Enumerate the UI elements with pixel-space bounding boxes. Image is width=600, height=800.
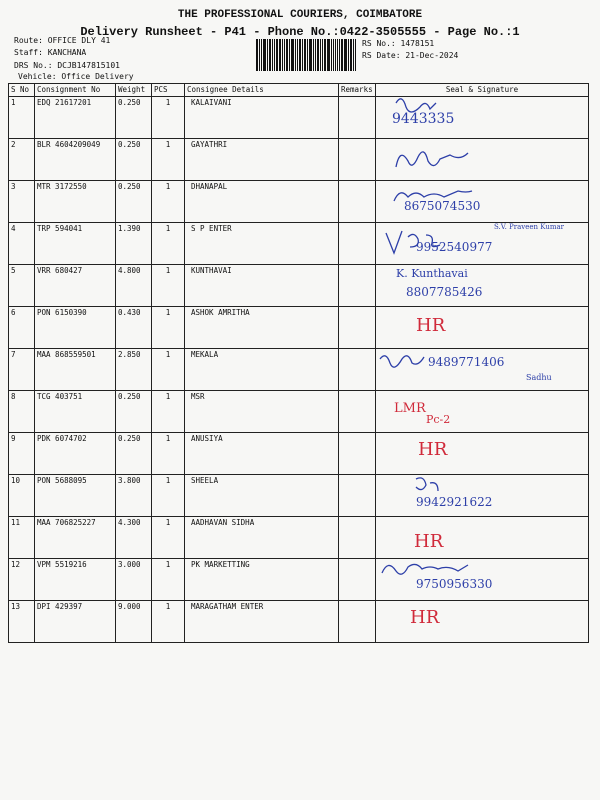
handwritten-remark: HR [418,439,448,460]
route-info: Route: OFFICE DLY 41 [14,36,111,45]
barcode-bar [267,39,268,71]
cell-remarks [339,349,376,391]
cell-remarks [339,517,376,559]
handwritten-name: Pc-2 [426,413,451,426]
cell-seal-signature [376,265,589,307]
barcode-bar [322,39,323,71]
runsheet-title: Delivery Runsheet - P41 - Phone No.:0422-3505555 - Page No.:1 [80,25,520,39]
table-row [9,349,589,391]
header-seal-signature: Seal & Signature [376,84,589,97]
table-row [9,223,589,265]
table-row [9,139,589,181]
cell-consignment-no: MTR 3172550 [35,181,116,223]
cell-pcs: 1 [152,265,185,307]
cell-seal-signature [376,559,589,601]
cell-remarks [339,433,376,475]
barcode-bar [335,39,336,71]
header-sno: S No [9,84,35,97]
header-consignment: Consignment No [35,84,116,97]
barcode-bar [297,39,298,71]
cell-remarks [339,475,376,517]
table-row [9,181,589,223]
cell-remarks [339,223,376,265]
header-weight: Weight [116,84,152,97]
cell-weight: 0.250 [116,97,152,139]
barcode-bar [313,39,314,71]
header-remarks: Remarks [339,84,376,97]
handwritten-phone: 9942921622 [416,495,493,509]
barcode-bar [309,39,312,71]
cell-consignment-no: BLR 4604209049 [35,139,116,181]
handwritten-phone: 9750956330 [416,577,493,591]
cell-remarks [339,139,376,181]
cell-consignee: AADHAVAN SIDHA [185,517,339,559]
handwritten-phone: 8807785426 [406,285,483,299]
barcode-bar [348,39,349,71]
handwritten-phone: 8675074530 [404,199,481,213]
cell-sno: 10 [9,475,35,517]
barcode-bar [276,39,278,71]
table-row [9,307,589,349]
cell-seal-signature [376,517,589,559]
handwritten-phone: 9952540977 [416,240,493,254]
cell-consignment-no: TRP 594041 [35,223,116,265]
cell-pcs: 1 [152,139,185,181]
barcode-bar [350,39,352,71]
handwritten-remark: HR [416,315,446,336]
cell-seal-signature [376,349,589,391]
barcode-bar [324,39,326,71]
barcode-bar [269,39,271,71]
cell-consignment-no: EDQ 21617201 [35,97,116,139]
cell-pcs: 1 [152,307,185,349]
cell-sno: 11 [9,517,35,559]
table-header-row [9,84,589,97]
cell-pcs: 1 [152,559,185,601]
cell-sno: 7 [9,349,35,391]
barcode-bar [339,39,340,71]
barcode-bar [256,39,258,71]
barcode-bar [353,39,354,71]
table-row [9,433,589,475]
barcode-bar [317,39,319,71]
barcode-bar [320,39,321,71]
cell-weight: 4.300 [116,517,152,559]
cell-consignee: S P ENTER [185,223,339,265]
cell-sno: 8 [9,391,35,433]
cell-pcs: 1 [152,433,185,475]
cell-consignee: PK MARKETTING [185,559,339,601]
cell-sno: 6 [9,307,35,349]
cell-pcs: 1 [152,517,185,559]
header-pcs: PCS [152,84,185,97]
cell-weight: 1.390 [116,223,152,265]
cell-consignee: MARAGATHAM ENTER [185,601,339,643]
cell-seal-signature [376,601,589,643]
handwritten-name: S.V. Praveen Kumar [494,223,564,231]
barcode-bar [341,39,343,71]
table-row [9,517,589,559]
rs-number: RS No.: 1478151 [362,39,435,48]
cell-consignment-no: VPM 5519216 [35,559,116,601]
cell-pcs: 1 [152,601,185,643]
cell-seal-signature [376,223,589,265]
cell-pcs: 1 [152,349,185,391]
cell-consignment-no: MAA 706825227 [35,517,116,559]
cell-seal-signature [376,97,589,139]
cell-weight: 0.250 [116,139,152,181]
barcode [256,39,356,71]
cell-remarks [339,559,376,601]
cell-seal-signature [376,307,589,349]
company-title: THE PROFESSIONAL COURIERS, COIMBATORE [177,9,423,21]
cell-remarks [339,97,376,139]
cell-sno: 12 [9,559,35,601]
cell-weight: 2.850 [116,349,152,391]
cell-consignment-no: VRR 680427 [35,265,116,307]
barcode-bar [263,39,266,71]
cell-consignment-no: PDK 6074702 [35,433,116,475]
cell-seal-signature [376,433,589,475]
cell-consignee: ASHOK AMRITHA [185,307,339,349]
barcode-bar [304,39,306,71]
cell-seal-signature [376,391,589,433]
cell-pcs: 1 [152,181,185,223]
header-consignee: Consignee Details [185,84,339,97]
cell-sno: 13 [9,601,35,643]
cell-remarks [339,391,376,433]
handwritten-phone: 9489771406 [428,355,505,369]
cell-weight: 0.250 [116,391,152,433]
cell-weight: 0.250 [116,433,152,475]
handwritten-name: Sadhu [526,373,552,382]
barcode-bar [302,39,303,71]
cell-consignee: ANUSIYA [185,433,339,475]
cell-consignee: MSR [185,391,339,433]
cell-consignment-no: MAA 868559501 [35,349,116,391]
cell-seal-signature [376,475,589,517]
barcode-bar [331,39,332,71]
barcode-bar [286,39,288,71]
cell-pcs: 1 [152,223,185,265]
cell-weight: 3.000 [116,559,152,601]
cell-remarks [339,307,376,349]
cell-consignee: KALAIVANI [185,97,339,139]
cell-sno: 4 [9,223,35,265]
cell-weight: 0.250 [116,181,152,223]
cell-consignment-no: DPI 429397 [35,601,116,643]
table-row [9,475,589,517]
barcode-bar [291,39,294,71]
cell-pcs: 1 [152,391,185,433]
barcode-bar [284,39,285,71]
cell-sno: 1 [9,97,35,139]
rs-date: RS Date: 21-Dec-2024 [362,51,459,60]
barcode-bar [315,39,316,71]
cell-weight: 3.800 [116,475,152,517]
cell-consignment-no: PON 5688095 [35,475,116,517]
cell-consignee: GAYATHRI [185,139,339,181]
cell-remarks [339,601,376,643]
barcode-bar [259,39,260,71]
handwritten-name: K. Kunthavai [396,267,468,280]
vehicle-info: Vehicle: Office Delivery [18,72,134,81]
barcode-bar [327,39,330,71]
cell-consignee: MEKALA [185,349,339,391]
cell-consignee: KUNTHAVAI [185,265,339,307]
cell-sno: 3 [9,181,35,223]
cell-weight: 0.430 [116,307,152,349]
cell-remarks [339,265,376,307]
staff-info: Staff: KANCHANA [14,48,87,57]
cell-weight: 4.800 [116,265,152,307]
cell-pcs: 1 [152,97,185,139]
handwritten-remark: HR [414,531,444,552]
handwritten-remark: LMR [394,401,426,416]
table-row [9,391,589,433]
barcode-bar [299,39,301,71]
drs-number: DRS No.: DCJB147815101 [14,61,120,70]
barcode-bar [337,39,338,71]
cell-sno: 9 [9,433,35,475]
table-row [9,601,589,643]
barcode-bar [272,39,273,71]
barcode-bar [289,39,290,71]
barcode-bar [344,39,347,71]
cell-consignee: SHEELA [185,475,339,517]
cell-weight: 9.000 [116,601,152,643]
barcode-bar [333,39,335,71]
cell-seal-signature [376,181,589,223]
barcode-bar [282,39,283,71]
runsheet-table [8,83,589,643]
cell-consignment-no: TCG 403751 [35,391,116,433]
cell-consignment-no: PON 6150390 [35,307,116,349]
barcode-bar [261,39,262,71]
table-row [9,265,589,307]
cell-sno: 5 [9,265,35,307]
handwritten-phone: 9443335 [392,111,455,127]
table-row [9,559,589,601]
cell-pcs: 1 [152,475,185,517]
handwritten-remark: HR [410,607,440,628]
cell-consignee: DHANAPAL [185,181,339,223]
barcode-bar [274,39,275,71]
barcode-bar [295,39,296,71]
barcode-bar [279,39,282,71]
cell-remarks [339,181,376,223]
table-row [9,97,589,139]
barcode-bar [307,39,308,71]
barcode-bar [355,39,356,71]
cell-sno: 2 [9,139,35,181]
cell-seal-signature [376,139,589,181]
signature-scribble [376,139,576,177]
